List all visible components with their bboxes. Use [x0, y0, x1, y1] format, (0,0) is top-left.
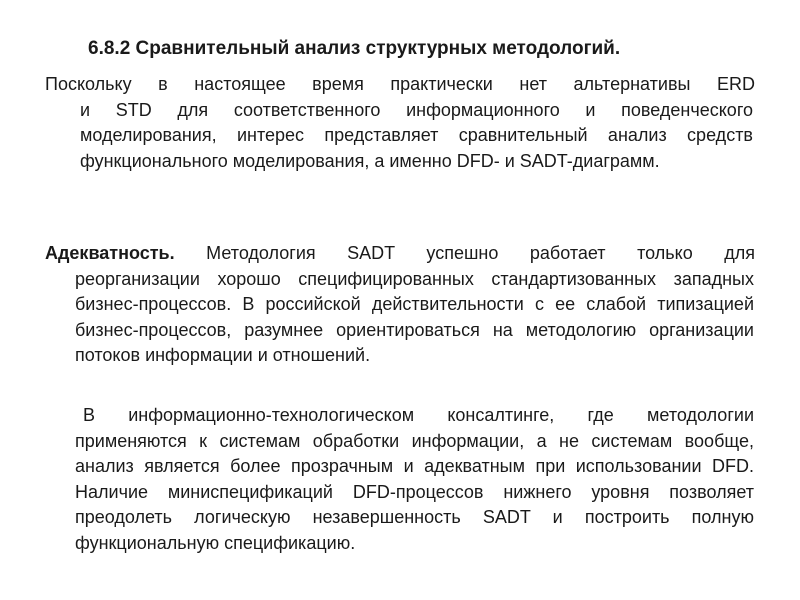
paragraph-adequacy: [45, 241, 755, 369]
paragraph-adequacy-first-line: [45, 241, 755, 267]
paragraph-erd-std-body: и STD для соответственного информационного и поведенческого моделирования, интерес представляет сравнительный анализ средств функционального моделирования, а именно DFD- и SADT-диаграмм.: [80, 99, 753, 171]
adequacy-first-line-text: Методология SADT успешно работает только для: [174, 243, 755, 263]
adequacy-lead-term: Адекватность.: [45, 243, 175, 263]
paragraph-erd-std-first-line: Поскольку в настоящее время практически нет альтернативы ERD: [45, 74, 755, 94]
section-title: 6.8.2 Сравнительный анализ структурных методологий.: [88, 38, 621, 59]
paragraph-consulting: В информационно-технологическом консалтинге, где методологии применяются к системам обработки информации, а не системам вообще, анализ является более прозрачным и адекватным при использовании DFD. Наличие миниспецификаций DFD-процессов нижнего уровня позволяет преодолеть логическую незавершенность SADT и построить полную функциональную спецификацию.: [75, 405, 754, 553]
paragraph-adequacy-body: реорганизации хорошо специфицированных стандартизованных западных бизнес-процессов. В российской действительности с ее слабой типизацией бизнес-процессов, разумнее ориентироваться на методологию организации потоков информации и отношений.: [75, 268, 754, 366]
paragraph-erd-std: [45, 72, 755, 174]
